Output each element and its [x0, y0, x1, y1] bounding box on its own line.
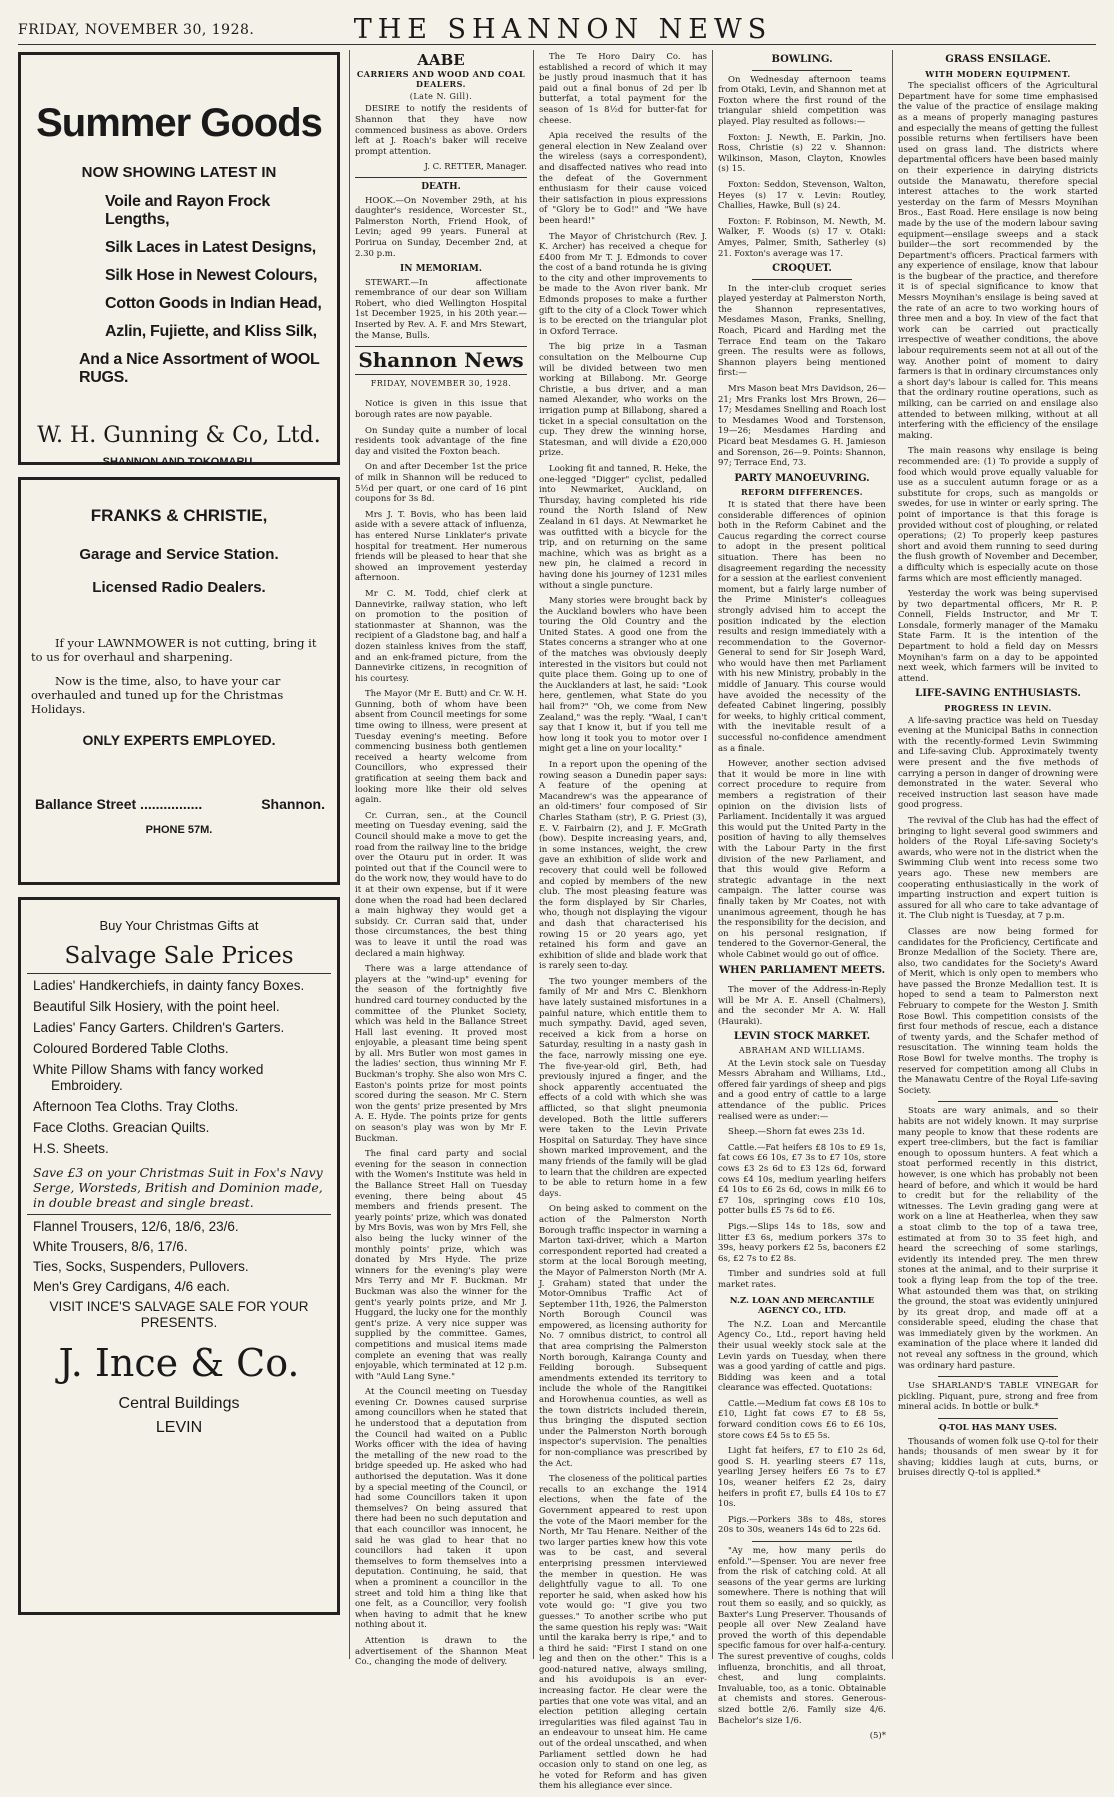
- croquet-heading: CROQUET.: [772, 263, 832, 275]
- column-rule: [712, 50, 713, 1659]
- news-paragraph: The final card party and social evening for the season in connection with the Women's Institute was held in the Ballance Street Hall on Tuesday evening, there being about 45 members and friends present. The yearly points' prize, which was donated by Mrs Bovis, was won by Mrs Fell, she also being the lucky winner of the monthly points' prize, which was donated by Mrs Hyde. The prize winners for the evening's play were Mrs Terry and Mr F. Buckman. Mr Buckman was also the winner for the gent's yearly points prize, and Mr J. Huggard, the lucky one for the monthly gent's prize. A very nice supper was supplied by the committee. Games, competitions and musical items made complete an evening that was really enjoyable, which terminated at 12 p.m. with "Auld Lang Syne.": [355, 1149, 527, 1382]
- news-paragraph: Pigs.—Porkers 38s to 48s, stores 20s to 30s, weaners 14s 6d to 22s 6d.: [718, 1514, 886, 1536]
- news-paragraph: At the Levin stock sale on Tuesday Messrs Abraham and Williams, Ltd., offered fair yardings of sheep and pigs and a good entry of cattle to a large attendance of the public. Prices realised were as under:—: [718, 1058, 886, 1122]
- news-paragraph: The mover of the Address-in-Reply will be Mr A. E. Ansell (Chalmers), and the seconder Mr A. W. Hall (Hauraki).: [718, 985, 886, 1027]
- news-paragraph: The specialist officers of the Agricultural Department have for some time emphasised the value of the practice of ensilage making as a means of properly managing pastures and especially the means of getting the fullest possible returns when fertilisers have been used on grass land. The districts where departmental officers have been based mainly on their experience in dairying districts outside the Manawatu, therefore special interest attaches to the work started yesterday on the farm of Messrs Moynihan Bros., East Road. Here ensilage is now being made by the use of the modern labour saving equipment—ensilage sweeps and a stack builder—the sort recommended by the Department's officers. Practical farmers with any experience of ensilage, know that labour is the bugbear of the practice, and therefore it is of special significance to know that Messrs Moynihan's ensilage is being saved at the rate of an acre to two working hours of three men and a boy. In view of the fact that work can be carried out practically irrespective of weather conditions, the above labour requirements seem not at all out of the way. Another point of moment to dairy farmers is that in ordinary circumstances only a short day's labour is called for. This means that the ordinary routine operations, such as milking, can be carried on and ensilage also attended to between milking, without at all interfering with the efficiency of the ensilage making.: [898, 81, 1098, 441]
- franks-radio-line: Licensed Radio Dealers.: [92, 579, 266, 596]
- summer-goods-ad: [18, 52, 340, 468]
- franks-town: Shannon.: [261, 796, 325, 812]
- news-paragraph: Mrs Mason beat Mrs Davidson, 26—21; Mrs Franks lost Mrs Brown, 26—17; Mesdames Snelling and Roach lost to Mesdames Wood and Torstenson, 19—26; Mesdames Harding and Picard beat Mesdames G. H. Jamieson and Sorenson, 26—9. Points: Shannon, 97; Terrace End, 73.: [718, 384, 886, 469]
- summer-goods-item: Voile and Rayon Frock Lengths,: [105, 193, 270, 228]
- ince-item-list: [33, 978, 329, 1157]
- news-paragraph: Foxton: J. Newth, E. Parkin, Jno. Ross, Christie (s) 22 v. Shannon: Wilkinson, Mason, Clayton, Knowles (s) 15.: [718, 132, 886, 175]
- aabe-signature: J. C. RETTER, Manager.: [424, 162, 527, 173]
- aabe-notice: DESIRE to notify the residents of Shannon that they have now commenced business as above. Orders left at J. Roach's baker will receive prompt attention.: [355, 104, 527, 157]
- summer-goods-item: Azlin, Fujiette, and Kliss Silk,: [105, 323, 317, 340]
- news-paragraph: The two younger members of the family of Mr and Mrs C. Blenkhorn have lately sustained misfortunes in a painful nature, which entitle them to much sympathy. David, aged seven, received a kick from a horse on Saturday, resulting in a nasty gash in the face, narrowly missing one eye. The five-year-old girl, Beth, had previously injured a finger, and the shock apparently accentuated the effects of a cold with which she was afflicted, so that slight pneumonia developed. Both the little sufferers were taken to the Levin Private Hospital on Saturday. They have since shown marked improvement, and the many friends of the family will be glad to learn that the children are expected to be able to return home in a few days.: [539, 976, 707, 1199]
- ince-visit: VISIT INCE'S SALVAGE SALE FOR YOUR PRESENTS.: [49, 1299, 309, 1330]
- franks-garage-line: Garage and Service Station.: [79, 546, 279, 563]
- qtol-heading: Q-TOL HAS MANY USES.: [939, 1423, 1057, 1434]
- death-heading: DEATH.: [421, 181, 461, 192]
- franks-overhaul-text: Now is the time, also, to have your car overhauled and tuned up for the Christmas Holidays.: [31, 674, 284, 716]
- news-paragraph: It is stated that there have been considerable differences of opinion both in the Reform Cabinet and the Caucus regarding the correct course to adopt in the present political situation. There has been no disagreement regarding the necessity for a session at the earliest convenient moment, but a fairly large number of the Prime Minister's colleagues strongly advised him to accept the position indicated by the election results and resign immediately with a recommendation to the Governor-General to send for Sir Joseph Ward, who would have then met Parliament with his new Ministry, probably in the middle of January. This course would have avoided the necessity of the defeated Cabinet lingering, possibly for weeks, to highly critical comment, with the inevitable result of a successful no-confidence amendment as a finale.: [718, 499, 886, 754]
- death-notice: HOOK.—On November 29th, at his daughter's residence, Worcester St., Palmerston North, Friend Hook, of Levin; aged 99 years. Funeral at Porirua on Sunday, December 2nd, at 2.30 p.m.: [355, 195, 527, 259]
- franks-christie-ad: [18, 477, 340, 885]
- news-paragraph: In a report upon the opening of the rowing season a Dunedin paper says: A feature of the opening at Macandrew's was the appearance of an old-timers' four composed of Sir Charles Statham (str), P. G. Priest (3), E. V. Fairbairn (2), and J. F. McGrath (bow). Despite increasing years, and, in some instances, weight, the crew gave an exhibition of slide work and recovery that could well be followed and copied by members of the new club. The most pleasing feature was the form displayed by Sir Charles, who, though not displaying the vigour and dash that characterised his rowing 15 or 20 years ago, yet retained his form and gave an exhibition of slide and blade work that is rarely seen to-day.: [539, 760, 707, 972]
- divider: [355, 346, 527, 347]
- ince-suit-offer: Save £3 on your Christmas Suit in Fox's Navy Serge, Worsteds, British and Dominion made, in double breast and single breast.: [33, 1165, 323, 1210]
- news-paragraph: Notice is given in this issue that borough rates are now payable.: [355, 399, 527, 421]
- news-paragraph: Cattle.—Fat heifers £8 10s to £9 1s, fat cows £6 10s, £7 3s to £7 10s, store cows £3 2s 6d to £3 12s 6d, forward cows £4 10s, medium yearling heifers £4 10s to £6 2s 6d, cows in milk £6 to £7 10s, springing cows £10 10s, potter bulls £5 7s 6d to £6.: [718, 1142, 886, 1217]
- summer-goods-item: Silk Laces in Latest Designs,: [105, 239, 316, 256]
- ince-item: Coloured Bordered Table Cloths.: [33, 1041, 229, 1056]
- news-paragraph: Apia received the results of the general election in New Zealand over the wireless (says a correspondent), and disaffected natives who read into the defeat of the Government enthusiasm for their cause voiced their satisfaction in pious expressions of "Glory be to God!" and "We have been heard!": [539, 131, 707, 226]
- parliament-heading: WHEN PARLIAMENT MEETS.: [718, 964, 886, 976]
- news-paragraph: On Sunday quite a number of local residents took advantage of the fine day and visited the Foxton beach.: [355, 425, 527, 457]
- memoriam-heading: IN MEMORIAM.: [400, 264, 482, 275]
- news-paragraph: Cattle.—Medium fat cows £8 10s to £10, Light fat cows £7 to £8 5s, forward condition cows £6 to £6 10s, store cows £4 5s to £5 5s.: [718, 1398, 886, 1441]
- franks-lawnmower-text: If your LAWNMOWER is not cutting, bring it to us for overhaul and sharpening.: [31, 636, 317, 664]
- qtol-advert: Thousands of women folk use Q-tol for their hands; thousands of men swear by it for shaving; kiddies laugh at cuts, burns, or bruises directly Q-tol is applied.*: [898, 1436, 1099, 1479]
- ince-item: Beautiful Silk Hosiery, with the point heel.: [33, 999, 280, 1014]
- summer-goods-title: Summer Goods: [36, 101, 322, 145]
- divider: [938, 1376, 1058, 1377]
- aabe-title: AABE: [417, 51, 465, 69]
- news-paragraph: The Mayor (Mr E. Butt) and Cr. W. H. Gunning, both of whom have been absent from Council meetings for some time owing to illness, were present at Tuesday evening's meeting. Before commencing business both gentlemen received a hearty welcome from Councillors, who expressed their gratification at seeing them back and looking more like their old selves again.: [355, 689, 527, 806]
- party-heading: PARTY MANOEUVRING.: [734, 472, 870, 484]
- news-paragraph: Foxton: Seddon, Stevenson, Walton, Heyes (s) 17 v. Levin: Routley, Challies, Hawke, Bull (s) 24.: [718, 179, 886, 212]
- newspaper-title: THE SHANNON NEWS: [353, 14, 773, 45]
- ince-town: LEVIN: [155, 1419, 203, 1436]
- issue-date: FRIDAY, NOVEMBER 30, 1928.: [18, 22, 255, 38]
- news-paragraph: Attention is drawn to the advertisement of the Shannon Meat Co., changing the mode of delivery.: [355, 1635, 527, 1668]
- news-paragraph: Sheep.—Shorn fat ewes 23s 1d.: [728, 1127, 865, 1138]
- news-column-2: [355, 52, 527, 1673]
- news-paragraph: However, another section advised that it would be more in line with correct procedure to require from members a registration of their opinion on the division lists of Parliament. Incidentally it was argued this would put the United Party in the position of having to ally themselves with the Labour Party in the first division of the new Parliament, and that this would give Reform a strategic advantage in the next campaign. The latter course was finally taken by Mr Coates, not with unanimous agreement, though he has the responsibility for the decision, and on his personal resignation, if tendered to the Governor-General, the whole Cabinet would go out of office.: [718, 759, 886, 960]
- ince-item: Afternoon Tea Cloths. Tray Cloths.: [33, 1099, 239, 1114]
- ince-price-list: [33, 1219, 329, 1295]
- news-paragraph: The revival of the Club has had the effect of bringing to light several good swimmers and holders of the Royal Life-saving Society's awards, who were not in the district when the Swimming Club went into recess some two years ago. These new members are cooperating enthusiastically in the work of imparting instruction and expert tuition is assured for all who care to take advantage of it. The Club night is Tuesday, at 7 p.m.: [898, 815, 1098, 922]
- ince-price-item: Flannel Trousers, 12/6, 18/6, 23/6.: [33, 1219, 239, 1234]
- baxter-advert: "Ay me, how many perils do enfold."—Spenser. You are never free from the risk of catching cold. At all seasons of the year germs are lurking somewhere. There is nothing that will rout them so easily, and so quickly, as Baxter's Lung Preserver. Thousands of people all over New Zealand have proved the worth of this dependable specific famous for over half-a-century. The surest preventive of coughs, colds influenza, bronchitis, and all throat, chest, and lung complaints. Invaluable, too, as a tonic. Obtainable at chemists and stores. Generous-sized bottle 2/6. Family size 4/6. Bachelor's size 1/6.: [718, 1546, 886, 1726]
- news-paragraph: The N.Z. Loan and Mercantile Agency Co., Ltd., report having held their usual weekly stock sale at the Levin yards on Tuesday, when there was a good yarding of cattle and pigs. Bidding was keen and a total clearance was effected. Quotations:: [718, 1319, 886, 1394]
- news-paragraph: Light fat heifers, £7 to £10 2s 6d, good S. H. yearling steers £7 11s, yearling Jersey heifers £6 7s to £7 10s, weaner heifers £2 2s, dairy heifers in profit £7, bulls £4 10s to £7 10s.: [718, 1446, 886, 1510]
- stock-subheading: ABRAHAM AND WILLIAMS.: [738, 1046, 866, 1056]
- news-paragraph: On Wednesday afternoon teams from Otaki, Levin, and Shannon met at Foxton where the first round of the triangular shield competition was played. Play resulted as follows:—: [718, 74, 886, 127]
- news-paragraph: At the Council meeting on Tuesday evening Cr. Downes caused surprise among councillors when he stated that he understood that a deputation from the Council had waited on a Public Works officer with the idea of having the metalling of the new road to the bridge speeded up. He asked who had authorised the deputation. Was it done by a special meeting of the Council, or had some Councillors taken it upon themselves? On being assured that there had been no such deputation and that each councillor was innocent, he said he was glad to hear that no councillors had taken it upon themselves to form themselves into a deputation. Continuing, he said, that when a prominent a councillor in the street and told him a thing like that one felt, as a Councillor, very foolish when having to admit that he knew nothing about it.: [355, 1387, 527, 1631]
- party-subheading: REFORM DIFFERENCES.: [740, 487, 864, 498]
- nzloan-heading: N.Z. LOAN AND MERCANTILE AGENCY CO., LTD.: [729, 1295, 875, 1317]
- stoats-paragraph: Stoats are wary animals, and so their habits are not widely known. It may surprise many people to know that these rodents are expert tree-climbers, but the fact is familiar enough to opossum hunters. A feat which a stoat performed recently in this district, however, is one which has probably not been heard of before, and which it would be hard to credit but for the reliability of the witnesses. The Levin grading gang were at work on a line at Heatherlea, when they saw a stoat climb to the top of a tawa tree, estimated at from 30 to 35 feet high, and heard the screeching of some starlings, evidently its intended prey. The men threw stones at the animal, and to their surprise it took a flying leap from the top of the tree. What astounded them was that, on striking the ground, the stoat was evidently uninjured by its great drop, and made off at a considerable speed, eluding the chase that was immediately given by the workmen. An examination of the place where it landed did not reveal any softness in the ground, which was ordinary hard pasture.: [898, 1106, 1098, 1371]
- sharland-advert: Use SHARLAND'S TABLE VINEGAR for pickling. Piquant, pure, strong and free from mineral acids. In bottle or bulk.*: [898, 1381, 1098, 1413]
- column-rule: [349, 50, 350, 1659]
- franks-street: Ballance Street ................: [35, 796, 203, 812]
- news-column-3: [539, 52, 707, 1797]
- ince-salvage-title: Salvage Sale Prices: [64, 943, 294, 969]
- ince-firm-name: J. Ince & Co.: [58, 1341, 300, 1385]
- news-paragraph: Classes are now being formed for candidates for the Proficiency, Certificate and Bronze Medallion of the Society. There are, also, two candidates for the Society's Award of Merit, which is only open to members who have passed the Bronze Medallion test. It is hoped to send a team to Palmerston next February to compete for the Weston J. Smith Rose Bowl. This competition consists of the first four methods of rescue, each a distance of twenty yards, and the Schafer method of resuscitation. The winning team holds the Rose Bowl for twelve months. The trophy is reserved for competition among all Clubs in the Manawatu Centre of the Royal Life-saving Society.: [898, 926, 1098, 1096]
- nameplate: Shannon News: [358, 348, 524, 373]
- news-paragraph: Pigs.—Slips 14s to 18s, sow and litter £3 6s, medium porkers 37s to 39s, heavy porkers £2 5s, baconers £2 6s, £2 7s to £2 8s.: [718, 1221, 886, 1264]
- ince-price-item: Men's Grey Cardigans, 4/6 each.: [33, 1279, 230, 1294]
- news-paragraph: Timber and sundries sold at full market rates.: [718, 1269, 886, 1290]
- ince-address: Central Buildings: [118, 1395, 240, 1412]
- news-paragraph: Cr. Curran, sen., at the Council meeting on Tuesday evening, said the Council should make a move to get the road from the railway line to the bridge over the Otauru put in order. It was pointed out that if the Council were to do the work now, they would have to do it at their own expense, but if it were done when the road had been declared a main highway they would get a subsidy. Cr. Curran said that, under those circumstances, the best thing was to leave it until the road was declared a main highway.: [355, 810, 527, 959]
- memoriam-notice: STEWART.—In affectionate remembrance of our dear son William Robert, who died Wellington Hospital 1st December 1925, in his 20th year.—Inserted by Rev. A. F. and Mrs Stewart, the Manse, Bulls.: [355, 277, 527, 341]
- summer-goods-subtitle: NOW SHOWING LATEST IN: [81, 164, 277, 181]
- summer-goods-item: And a Nice Assortment of WOOL RUGS.: [79, 351, 320, 386]
- news-paragraph: Foxton: F. Robinson, M. Newth, M. Walker, F. Woods (s) 17 v. Otaki: Amyes, Palmer, Smith, Satherley (s) 21. Foxton's average was 17.: [718, 216, 886, 259]
- franks-experts: ONLY EXPERTS EMPLOYED.: [82, 732, 276, 748]
- grass-heading: GRASS ENSILAGE.: [945, 54, 1051, 65]
- divider: [938, 1101, 1058, 1102]
- news-paragraph: On being asked to comment on the action of the Palmerston North Borough traffic inspector in warning a Marton taxi-driver, which a Marton correspondent reported had created a storm at the local Borough meeting, the Mayor of Palmerston North (Mr A. J. Graham) stated that under the Motor-Omnibus Traffic Act of September 11th, 1926, the Palmerston North Borough Council was empowered, as licensing authority for No. 7 omnibus district, to control all that area comprising the Palmerston North borough, Kairanga County and Feilding borough. Subsequent amendments extended its territory to include the whole of the Rangitikei and Horowhenua counties, as well as the town districts included therein, thus bringing the disputed section under the Palmerston North borough inspector's supervision. The penalties for non-compliance was prescribed by the Act.: [539, 1204, 707, 1469]
- gunning-firm-name: W. H. Gunning & Co, Ltd.: [37, 423, 321, 448]
- news-paragraph: The Te Horo Dairy Co. has established a record of which it may be justly proud inasmuch that it has paid out a final bonus of 2d per lb butterfat, a total payment for the season of 1s 8½d for butter-fat for cheese.: [539, 52, 707, 126]
- news-paragraph: The Mayor of Christchurch (Rev. J. K. Archer) has received a cheque for £400 from Mr T. J. Edmonds to cover the cost of a band rotunda he is giving to the city and other improvements to be made to the Avon river bank. Mr Edmonds proposes to make a further gift to the city of a Clock Tower which is to be erected on the triangular plot in Oxford Terrace.: [539, 231, 707, 337]
- bowling-heading: BOWLING.: [771, 54, 833, 65]
- life-subheading: PROGRESS IN LEVIN.: [944, 703, 1052, 714]
- ince-item: Face Cloths. Greacian Quilts.: [33, 1120, 210, 1135]
- divider: [355, 374, 527, 375]
- masthead: [18, 10, 1096, 45]
- ince-price-item: Ties, Socks, Suspenders, Pullovers.: [33, 1259, 249, 1274]
- dateline: FRIDAY, NOVEMBER 30, 1928.: [370, 378, 512, 388]
- ince-salvage-ad: [18, 897, 340, 1615]
- news-column-5: [898, 52, 1098, 1484]
- news-paragraph: Yesterday the work was being supervised by two departmental officers, Mr R. P. Connell, Fields Instructor, and Mr T. Lonsdale, formerly manager of the Mamaku State Farm. It is the intention of the Department to hold a field day on Messrs Moynihan's farm on a day to be appointed next week, which farmers will be invited to attend.: [898, 589, 1098, 684]
- life-heading: LIFE-SAVING ENTHUSIASTS.: [915, 688, 1081, 700]
- news-column-4: [718, 52, 886, 1742]
- news-paragraph: The closeness of the political parties recalls to an exchange the 1914 elections, when the fate of the Government appeared to rest upon the vote of the Maori member for the North, Mr Tau Henare. Neither of the two larger parties knew how this vote was to be cast, and several enterprising pressmen interviewed the member in question. He was delightfully vague to all. To one reporter he said, when asked how his vote would go: "I give you two guesses." To another scribe who put the same question his reply was: "Wait until the karaka berry is ripe," and to a third he said: "First I stand on one leg and then on the other." This is a good-natured native, always smiling, and his avoidupois is an ever-increasing factor. He clear were the parties that one vote was vital, and an election petition alleging certain irregularities was filed against Tau in an endeavour to unseat him. He came out of the ordeal unscathed, and when Parliament settled down he had occasion only to stand on one leg, as he voted for Reform and has given them his allegiance ever since.: [539, 1474, 707, 1792]
- franks-address: [21, 796, 337, 814]
- ince-item: Ladies' Handkerchiefs, in dainty fancy Boxes.: [33, 978, 305, 993]
- aabe-late: (Late N. Gill).: [409, 91, 473, 101]
- summer-goods-list: [21, 193, 337, 387]
- stock-heading: LEVIN STOCK MARKET.: [733, 1031, 871, 1043]
- news-paragraph: The big prize in a Tasman consultation on the Melbourne Cup will be divided between two men working at Billabong. Mr. George Christie, a bus driver, and a man named Alexander, who works on the irrigation pump at Billabong, shared a ticket in a special consultation on the cup. They drew the winning horse, Statesman, and will divide a £20,000 prize.: [539, 342, 707, 459]
- baxter-ref: (5)*: [869, 1731, 886, 1742]
- ince-divider: [27, 973, 331, 974]
- ince-intro: Buy Your Christmas Gifts at: [99, 918, 259, 933]
- ince-item: H.S. Sheets.: [33, 1141, 109, 1156]
- news-paragraph: Looking fit and tanned, R. Heke, the one-legged "Digger" cyclist, pedalled into Newmarket, Auckland, on Thursday, having completed his ride round the North Island of New Zealand in 61 days. At Newmarket he was outfitted with a bicycle for the trip, and on returning on the same machine, which was as bright as a new pin, he claimed a record in having done his journey of 1231 miles without a single puncture.: [539, 463, 707, 591]
- divider: [752, 980, 853, 981]
- gunning-location: SHANNON AND TOKOMARU.: [102, 456, 256, 468]
- news-paragraph: On and after December 1st the price of milk in Shannon will be reduced to 5½d per quart, or one card of 16 pint coupons for 3s 8d.: [355, 462, 527, 505]
- news-paragraph: The main reasons why ensilage is being recommended are: (1) To provide a supply of food which would prove equally valuable for use as a succulent autumn forage or as a substitute for crops, such as mangolds or swedes, for use in winter or early spring. The point of importance is that this forage is provided without cost of ploughing, or related operations; (2) To properly keep pastures short and avoid them running to seed during the flush growth of November and December, a difficulty which is especially acute on those farms which are most efficiently managed.: [898, 446, 1098, 584]
- column-rule: [892, 50, 893, 1659]
- news-paragraph: Mr C. M. Todd, chief clerk at Dannevirke, railway station, who left on promotion to the position of stationmaster at Shannon, was the recipient of a Gladstone bag, and half a dozen stainless knives from the staff, and an enk-framed picture, from the Dannevirke citizens, in recognition of his courtesy.: [355, 588, 527, 684]
- franks-phone: PHONE 57M.: [145, 824, 213, 836]
- grass-subheading: WITH MODERN EQUIPMENT.: [925, 68, 1071, 79]
- divider: [752, 70, 853, 71]
- divider: [355, 177, 527, 178]
- franks-title: FRANKS & CHRISTIE,: [90, 506, 268, 525]
- column-rule: [533, 50, 534, 1659]
- news-paragraph: In the inter-club croquet series played yesterday at Palmerston North, the Shannon representatives, Mesdames Mason, Franks, Snelling, Roach, Picard and Harding met the Terrace End team on the Takaro green. The results were as follows, Shannon players being mentioned first:—: [718, 283, 886, 379]
- news-paragraph: A life-saving practice was held on Tuesday evening at the Municipal Baths in connection with the recently-formed Levin Swimming and Life-saving Club. Approximately twenty were present and the five methods of carrying a person in danger of drowning were demonstrated in the water. Several who received instruction last season have made good progress.: [898, 715, 1098, 811]
- divider: [938, 1418, 1058, 1419]
- ince-item: White Pillow Shams with fancy worked Embroidery.: [33, 1062, 264, 1093]
- ince-price-item: White Trousers, 8/6, 17/6.: [33, 1239, 188, 1254]
- divider: [752, 279, 853, 280]
- aabe-subtitle: CARRIERS AND WOOD AND COAL DEALERS.: [356, 68, 526, 90]
- news-paragraph: There was a large attendance of players at the "wind-up" evening for the season of the fortnightly five hundred card tourney conducted by the committee of the Plunket Society, which was held in the Ballance Street Hall last evening. It proved most enjoyable, a pleasant time being spent by all. Mrs Butler won most games in the ladies' section, thus winning Mr F. Buckman's trophy. She also won Mrs C. Easton's points prize for most points scored during the season. Mr C. Stern won the gents' prize presented by Mrs A. E. Hyde. The points prize for gents on season's play was won by Mr F. Buckman.: [355, 964, 527, 1144]
- divider: [752, 1541, 853, 1542]
- news-paragraph: Mrs J. T. Bovis, who has been laid aside with a severe attack of influenza, has entered Nurse Linklater's private hospital for treatment. Her numerous friends will be pleased to hear that she showed an improvement yesterday afternoon.: [355, 509, 527, 584]
- summer-goods-item: Cotton Goods in Indian Head,: [105, 295, 322, 312]
- ince-divider: [27, 1214, 331, 1215]
- summer-goods-item: Silk Hose in Newest Colours,: [105, 267, 318, 284]
- ince-item: Ladies' Fancy Garters. Children's Garters.: [33, 1020, 285, 1035]
- news-paragraph: Many stories were brought back by the Auckland bowlers who have been touring the Old Country and the United States. A good one from the States concerns a stranger who at one of the matches was obviously deeply interested in the visitors but could not quite place them. Going up to one of the Aucklanders at last, he said: "Look here, gentlemen, what State do you hail from?" "Oh, we come from New Zealand," was the reply. "Waal, I can't say that I know it, but if you tell me how long it took you to motor over I might get a line on your locality.": [539, 596, 707, 755]
